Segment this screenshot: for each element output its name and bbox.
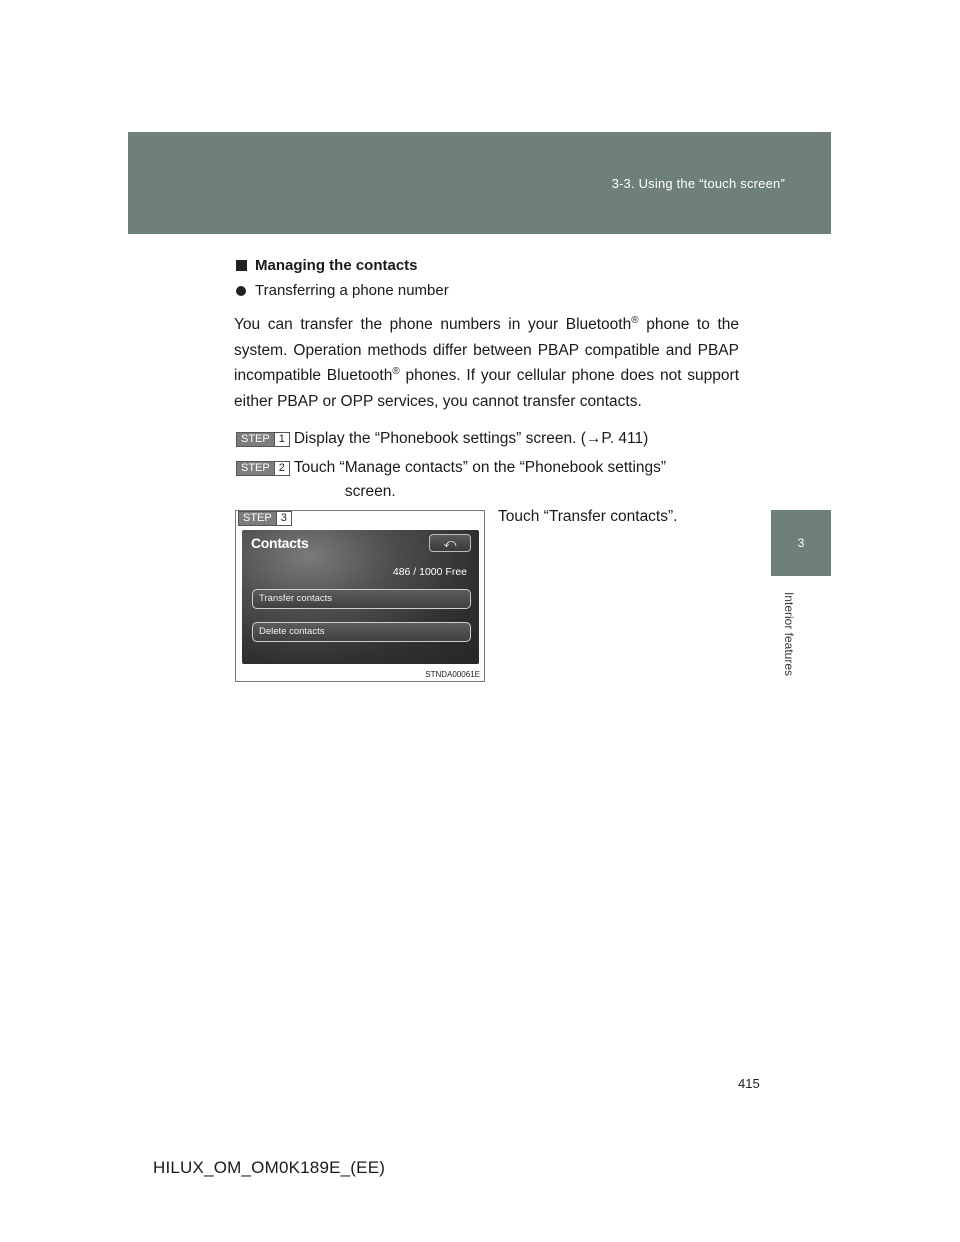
step-word: STEP: [239, 512, 276, 525]
registered-mark: ®: [631, 315, 639, 326]
step-text-line-1: Touch “Manage contacts” on the “Phonebook settings”: [293, 459, 667, 476]
round-bullet-icon: [236, 286, 246, 296]
touch-screen: [242, 530, 479, 664]
document-code: HILUX_OM_OM0K189E_(EE): [153, 1158, 386, 1177]
step-number: 1: [274, 433, 289, 446]
step-badge: [236, 432, 290, 447]
para-part-1: You can transfer the phone numbers in your Bluetooth: [234, 316, 632, 333]
step-word: STEP: [237, 433, 274, 446]
contact-count: 486 / 1000 Free: [392, 566, 467, 578]
chapter-label: [778, 582, 800, 686]
step-number: 3: [276, 512, 291, 525]
bullet-text: Transferring a phone number: [255, 282, 449, 299]
section-title: 3-3. Using the “touch screen”: [611, 176, 785, 191]
step-badge: [238, 511, 292, 526]
back-button[interactable]: [429, 534, 471, 552]
back-arrow-icon: ⤺: [443, 536, 457, 550]
para-part-3: phones. If your cellular phone does not support either PBAP or OPP services, you cannot transfer contacts.: [234, 367, 739, 410]
step-3-text: Touch “Transfer contacts”.: [498, 508, 678, 525]
chapter-number: 3: [797, 536, 805, 550]
transfer-contacts-button[interactable]: Transfer contacts: [252, 589, 471, 609]
para-part-2: phone to the system. Operation methods differ between PBAP compatible and PBAP incompatible Bluetooth: [234, 316, 740, 384]
screen-figure: [235, 510, 485, 682]
figure-code: STNDA00061E: [425, 670, 480, 679]
step-2: [236, 456, 740, 504]
bullet-item: [236, 282, 449, 299]
intro-paragraph: [234, 312, 739, 414]
chapter-tab: [771, 510, 831, 576]
step-1: [236, 427, 648, 451]
step-number: 2: [274, 462, 289, 475]
header-band: [128, 132, 831, 234]
chapter-label-text: Interior features: [782, 591, 796, 677]
step-text: [294, 456, 666, 504]
step-badge: [236, 461, 290, 476]
section-heading: [236, 257, 418, 274]
heading-text: Managing the contacts: [255, 257, 418, 274]
step-text: Display the “Phonebook settings” screen. (→P. 411): [293, 430, 649, 447]
step-word: STEP: [237, 462, 274, 475]
screen-title: Contacts: [251, 535, 309, 551]
step-text-line-2: screen.: [344, 483, 396, 500]
square-bullet-icon: [236, 260, 247, 271]
page-number: 415: [738, 1076, 760, 1091]
delete-contacts-button[interactable]: Delete contacts: [252, 622, 471, 642]
registered-mark: ®: [392, 366, 400, 377]
